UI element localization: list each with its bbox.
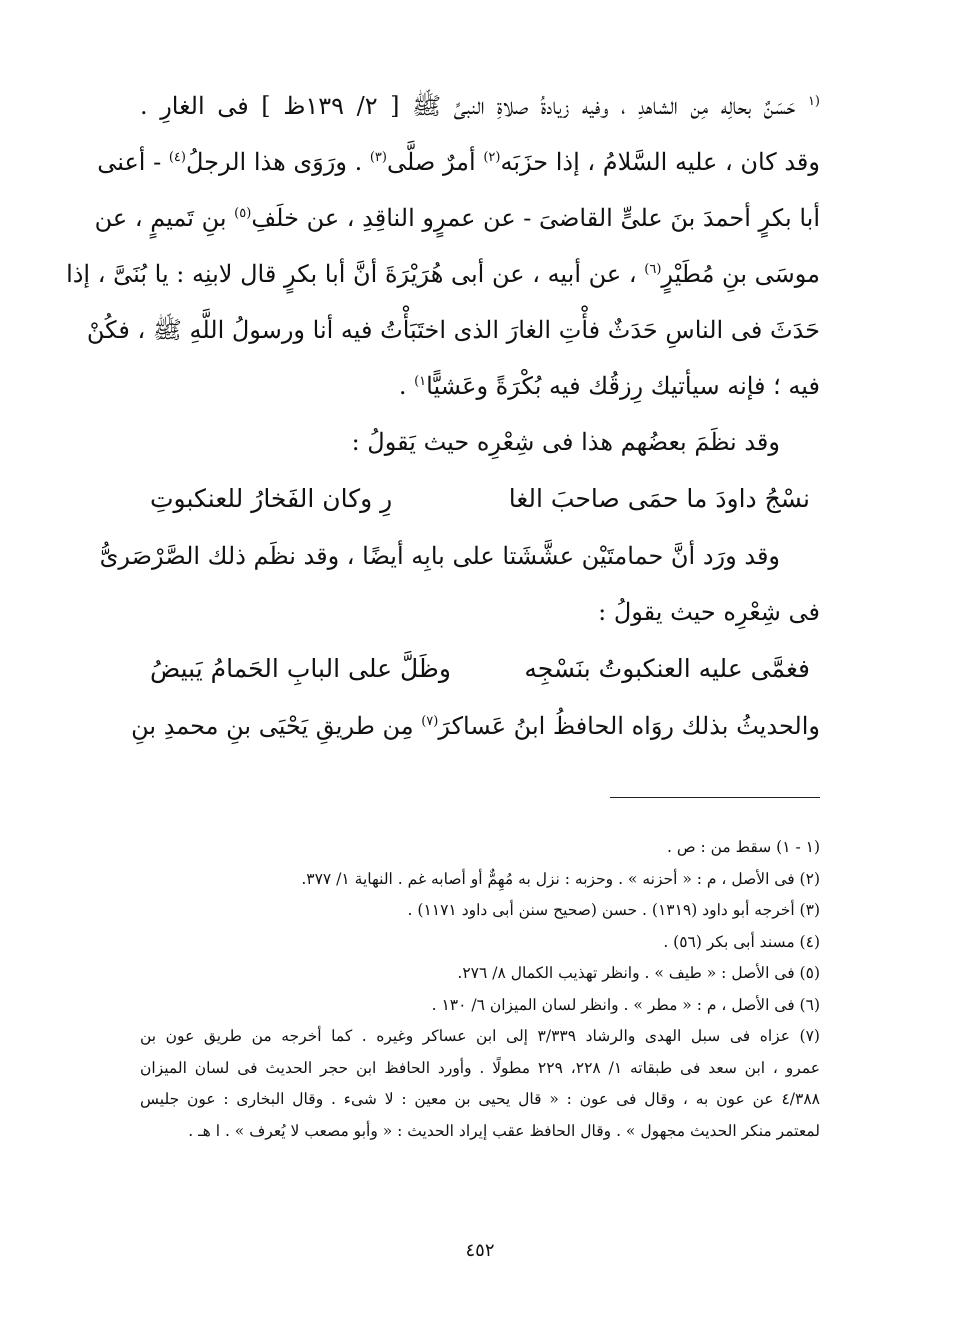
footnote-marker: (٧) <box>421 714 439 729</box>
verse-1-left-hemistich: رِ وكان الفَخارُ للعنكبوتِ <box>150 484 393 513</box>
footnote-separator <box>610 797 820 798</box>
main-text <box>66 78 820 754</box>
verse-1-right-hemistich: نسْجُ داودَ ما حمَى صاحبَ الغا <box>508 484 810 513</box>
footnote-marker: (٣) <box>369 150 387 165</box>
page-number: ٤٥٢ <box>465 1240 495 1261</box>
text-line-6: فيه ؛ فإنه سيأتيك رِزقُك فيه بُكْرَةً وعَشيًّا$^{١)}$ . <box>398 372 820 400</box>
footnote-7-line-4: لمعتمر منكر الحديث مجهول » . وقال الحافظ عقب إيراد الحديث : « وأبو مصعب لا يُعرف » . ا هـ . <box>188 1121 820 1140</box>
text-line-5: حَدَثَ فى الناسِ حَدَثٌ فأْتِ الغارَ الذى اختَبَأْتُ فيه أنا ورسولُ اللَّهِ ﷺ ، فكُنْ <box>86 316 820 344</box>
footnote-marker: ١) <box>414 374 427 389</box>
verse-1 <box>140 470 820 528</box>
text-line-7: وقد نظَمَ بعضُهم هذا فى شِعْرِه حيث يَقولُ : <box>351 428 780 456</box>
text-line-2: وقد كان ، عليه السَّلامُ ، إذا حزَبَه$^{(٢)}$ أمرٌ صلَّى$^{(٣)}$ . ورَوَى هذا الرجلُ$^{(٤)}$ - أعنى <box>97 148 820 176</box>
footnote-marker: (٢) <box>483 150 501 165</box>
verse-2 <box>140 640 820 698</box>
footnote-marker: (١ <box>807 94 820 109</box>
footnote-7-line-3: ٤/٣٨٨ عن عون به ، وقال فى عون : « قال يحيى بن معين : لا شىء . وقال البخارى : عون جليس <box>140 1090 820 1108</box>
footnote-6: (٦) فى الأصل ، م : « مطر » . وانظر لسان الميزان ٦/ ١٣٠ . <box>431 995 820 1014</box>
footnote-1: (١ - ١) سقط من : ص . <box>666 838 820 856</box>
text-line-8: وقد ورَد أنَّ حمامتَيْن عشَّشَتا على بابِه أيضًا ، وقد نظَم ذلك الصَّرْصَرىُّ <box>99 542 780 570</box>
text-line-9: فى شِعْرِه حيث يقولُ : <box>598 598 820 626</box>
footnote-5: (٥) فى الأصل : « طيف » . وانظر تهذيب الكمال ٨/ ٢٧٦. <box>457 964 820 982</box>
text-line-1: $^{(١}$ حَسَنٌ بحالِه مِن الشاهدِ ، وفيه زيادةُ صلاةِ النبىِّ ﷺ [ ٢/ ١٣٩ظ ] فى الغارِ . <box>140 92 820 120</box>
footnote-2: (٢) فى الأصل ، م : « أحزنه » . وحزبه : نزل به مُهِمٌّ أو أصابه غم . النهاية ١/ ٣٧٧. <box>301 869 820 888</box>
footnote-3: (٣) أخرجه أبو داود (١٣١٩) . حسن (صحيح سنن أبى داود ١١٧١) . <box>407 901 820 919</box>
verse-2-right-hemistich: فغمَّى عليه العنكبوتُ بنَسْجِه <box>524 654 810 683</box>
verse-2-left-hemistich: وظَلَّ على البابِ الحَمامُ يَبيضُ <box>150 654 451 683</box>
text-line-3: أبا بكرٍ أحمدَ بنَ علىٍّ القاضىَ - عن عمرٍو الناقِدِ ، عن خلَفِ$^{(٥)}$ بنِ تَميمٍ ، عن <box>94 204 820 232</box>
footnote-marker: (٦) <box>644 262 662 277</box>
footnote-marker: (٤) <box>168 150 186 165</box>
footnote-7-line-2: عمرو ، ابن سعد فى طبقاته ١/ ٢٢٨، ٢٢٩ مطولًا . وأورد الحافظ ابن حجر الحديث فى لسان الميزان <box>140 1058 821 1077</box>
footnote-marker: (٥) <box>234 206 252 221</box>
text-line-4: موسَى بنِ مُطَيْرٍ$^{(٦)}$ ، عن أبيه ، عن أبى هُرَيْرَةَ أنَّ أبا بكرٍ قال لابنِه : يا بُنَىَّ ، إذا <box>66 260 820 288</box>
footnote-7-line-1: (٧) عزاه فى سبل الهدى والرشاد ٣/٣٣٩ إلى ابن عساكر وغيره . كما أخرجه من طريق عون بن <box>140 1027 820 1045</box>
footnotes <box>140 832 820 1147</box>
footnote-4: (٤) مسند أبى بكر (٥٦) . <box>663 932 820 951</box>
text-line-10: والحديثُ بذلك روَاه الحافظُ ابنُ عَساكرَ$^{(٧)}$ مِن طريقِ يَحْيَى بنِ محمدِ بنِ <box>131 712 820 740</box>
